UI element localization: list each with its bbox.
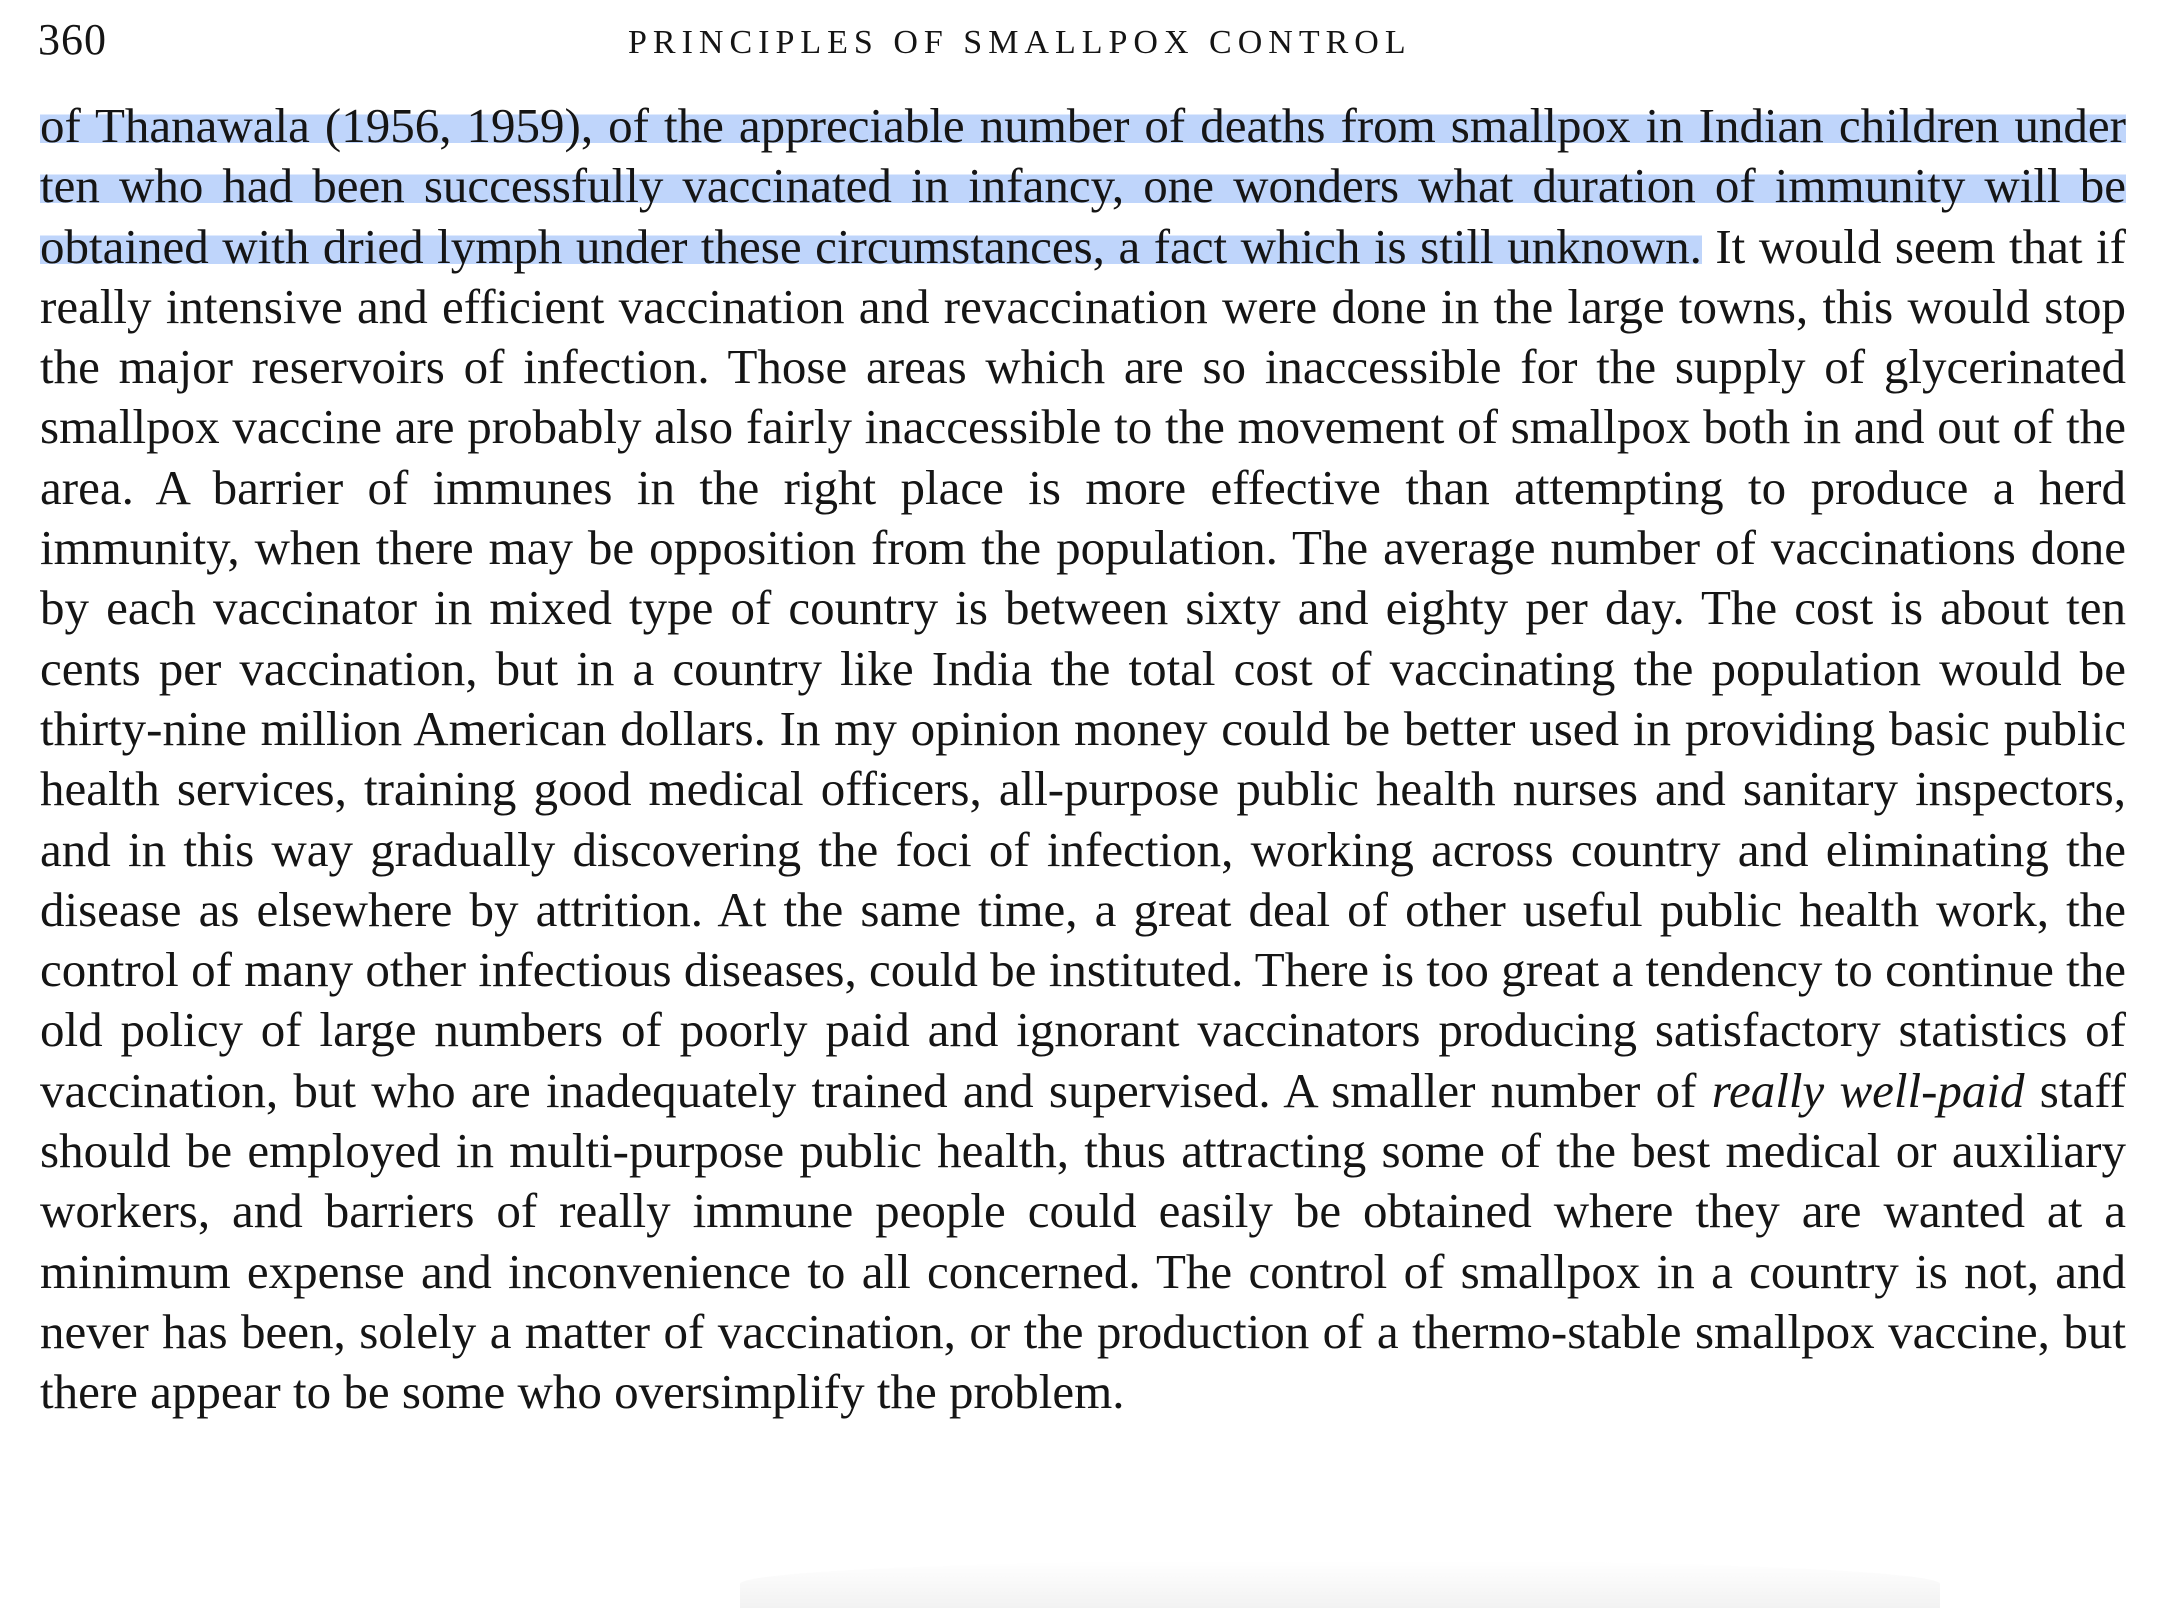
running-head	[38, 6, 2128, 76]
italic-emphasis: really well-paid	[1711, 1062, 2025, 1118]
highlighted-selection[interactable]: of Thanawala (1956, 1959), of the appreciable number of deaths from smallpox in Indian children under ten who had been successfully vaccinated in infancy, one wonders what duration of immunity will be obtained with dried lymph under these circumstances, a fact which is still unknown.	[40, 98, 2126, 274]
paragraph-text-end: staff should be employed in multi-purpose public health, thus attracting some of the best medical or auxiliary workers, and barriers of really immune people could easily be obtained where they are wanted at a minimum expense and inconvenience to all concerned. The control of smallpox in a country is not, and never has been, solely a matter of vaccination, or the production of a thermo-stable smallpox vaccine, but there appear to be some who oversimplify the problem.	[40, 1062, 2126, 1420]
body-paragraph[interactable]	[40, 96, 2126, 1423]
paragraph-text: It would seem that if really intensive and efficient vaccination and revaccination were done in the large towns, this would stop the major reservoirs of infection. Those areas which are so inaccessible for the supply of glycerinated smallpox vaccine are probably also fairly inaccessible to the movement of smallpox both in and out of the area. A barrier of immunes in the right place is more effective than attempting to produce a herd immunity, when there may be opposition from the population. The average number of vaccinations done by each vaccinator in mixed type of country is between sixty and eighty per day. The cost is about ten cents per vaccination, but in a country like India the total cost of vaccinating the population would be thirty-nine million American dollars. In my opinion money could be better used in providing basic public health services, training good medical officers, all-purpose public health nurses and sanitary inspectors, and in this way gradually discovering the foci of infection, working across country and eliminating the disease as elsewhere by attrition. At the same time, a great deal of other useful public health work, the control of many other infectious diseases, could be instituted. There is too great a tendency to continue the old policy of large numbers of poorly paid and ignorant vaccinators producing satisfactory statistics of vaccination, but who are inadequately trained and supervised. A smaller number of	[40, 218, 2126, 1118]
page-header-title: PRINCIPLES OF SMALLPOX CONTROL	[628, 24, 1412, 61]
page-number: 360	[38, 15, 107, 64]
bottom-shadow	[740, 1560, 1940, 1608]
